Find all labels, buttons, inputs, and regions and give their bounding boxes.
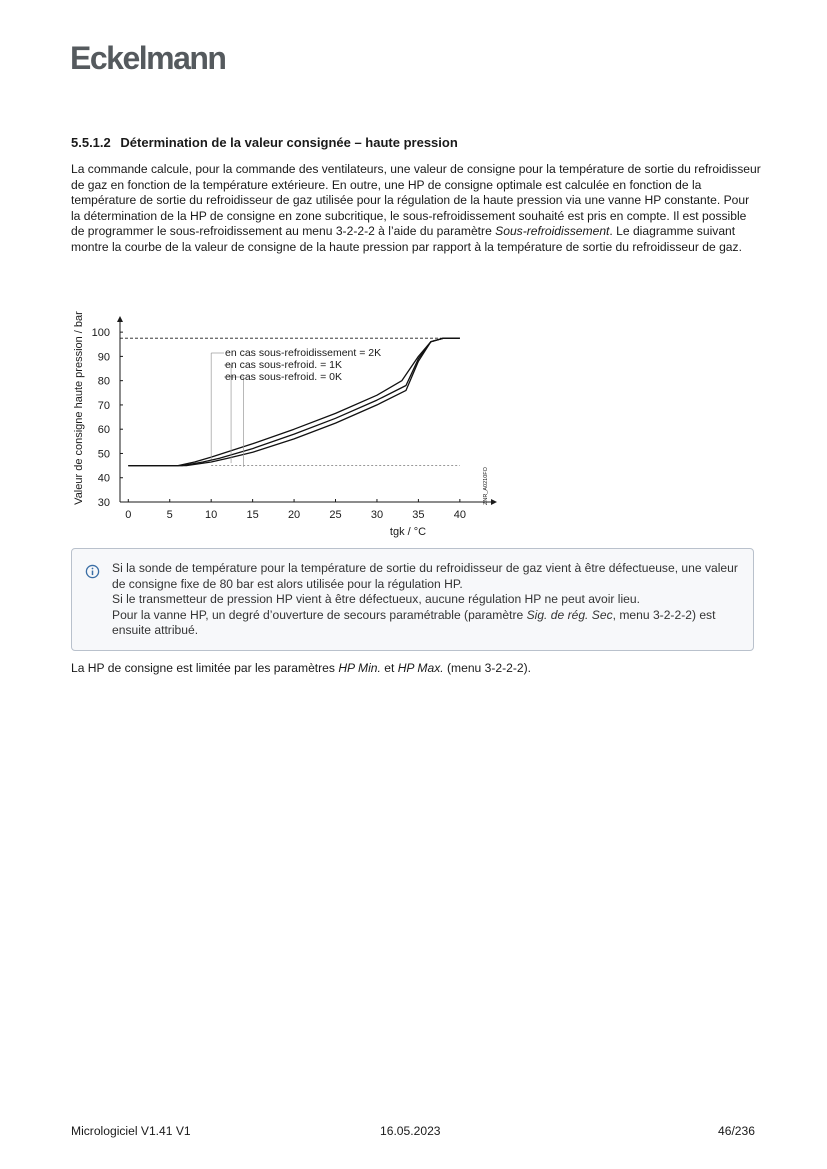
x-tick-label: 0 [125, 509, 132, 521]
x-tick-label: 40 [453, 509, 466, 521]
param-sous-refroidissement: Sous-refroidissement [495, 224, 610, 239]
x-tick-label: 35 [412, 509, 425, 521]
param-sig-reg-sec: Sig. de rég. Sec [526, 607, 613, 622]
info-icon [85, 564, 100, 579]
y-tick-label: 80 [97, 375, 110, 388]
note-text [112, 561, 742, 639]
legend-label-0: en cas sous-refroidissement = 2K [225, 347, 382, 359]
y-tick-label: 60 [97, 424, 110, 437]
x-tick-label: 15 [246, 509, 259, 521]
section-heading [71, 135, 458, 150]
pressure-setpoint-chart [70, 300, 500, 545]
limits-paragraph: La HP de consigne est limitée par les paramètres HP Min. et HP Max. (menu 3-2-2-2). [71, 661, 531, 675]
y-tick-label: 90 [97, 351, 110, 364]
y-tick-label: 30 [97, 497, 110, 509]
note-line-3: Pour la vanne HP, un degré d’ouverture de secours paramétrable (paramètre Sig. de rég. Sec, menu 3-2-2-2) est ensuite attribué. [112, 607, 716, 638]
chart-ylabel: Valeur de consigne haute pression / bar [73, 311, 85, 505]
section-title-text: Détermination de la valeur consignée – haute pression [120, 135, 458, 150]
param-hp-min: HP Min. [338, 661, 381, 675]
footer-page-number: 46/236 [718, 1124, 755, 1138]
y-tick-label: 70 [97, 399, 110, 412]
info-note-box [71, 548, 754, 651]
chart-figure-id: ZNR_A0210FO [483, 467, 489, 505]
legend-label-2: en cas sous-refroid. = 0K [225, 371, 343, 383]
x-tick-label: 10 [205, 509, 218, 521]
x-tick-label: 20 [287, 509, 301, 521]
y-tick-label: 50 [97, 448, 110, 461]
y-axis-arrow [117, 316, 123, 322]
x-axis-arrow [491, 499, 497, 505]
y-tick-label: 100 [91, 327, 110, 340]
intro-paragraph: La commande calcule, pour la commande des ventilateurs, une valeur de consigne pour la température de sortie du refroidisseur de gaz en fonction de la température extérieure. En outre, une HP de consigne optimale est calculée en fonction de la température de sortie du refroidisseur de gaz utilisée pour la régulation de la haute pression via une vanne HP constante. Pour la détermination de la HP de consigne en zone subcritique, le sous-refroidissement souhaité est pris en compte. Il est possible de programmer le sous-refroidissement au menu 3-2-2-2 à l’aide du paramètre Sous-refroidissement. Le diagramme suivant montre la courbe de la valeur de consigne de la haute pression par rapport à la température de sortie du refroidisseur de gaz. [71, 162, 761, 254]
x-tick-label: 5 [166, 509, 173, 521]
chart-xlabel: tgk / °C [389, 526, 427, 538]
footer-software-version: Micrologiciel V1.41 V1 [71, 1124, 191, 1138]
note-line-1: Si la sonde de température pour la température de sortie du refroidisseur de gaz vient à être défectueuse, une valeur de consigne fixe de 80 bar est alors utilisée pour la régulation HP. [112, 561, 738, 591]
note-line-2: Si le transmetteur de pression HP vient à être défectueux, aucune régulation HP ne peut avoir lieu. [112, 592, 640, 607]
x-tick-label: 25 [329, 509, 342, 521]
company-logo: Eckelmann [70, 40, 226, 76]
footer-date: 16.05.2023 [380, 1124, 441, 1138]
section-number: 5.5.1.2 [71, 135, 111, 150]
param-hp-max: HP Max. [397, 661, 444, 675]
legend-label-1: en cas sous-refroid. = 1K [225, 359, 343, 371]
x-tick-label: 30 [370, 509, 384, 521]
y-tick-label: 40 [97, 472, 110, 485]
chart-svg [70, 300, 500, 545]
